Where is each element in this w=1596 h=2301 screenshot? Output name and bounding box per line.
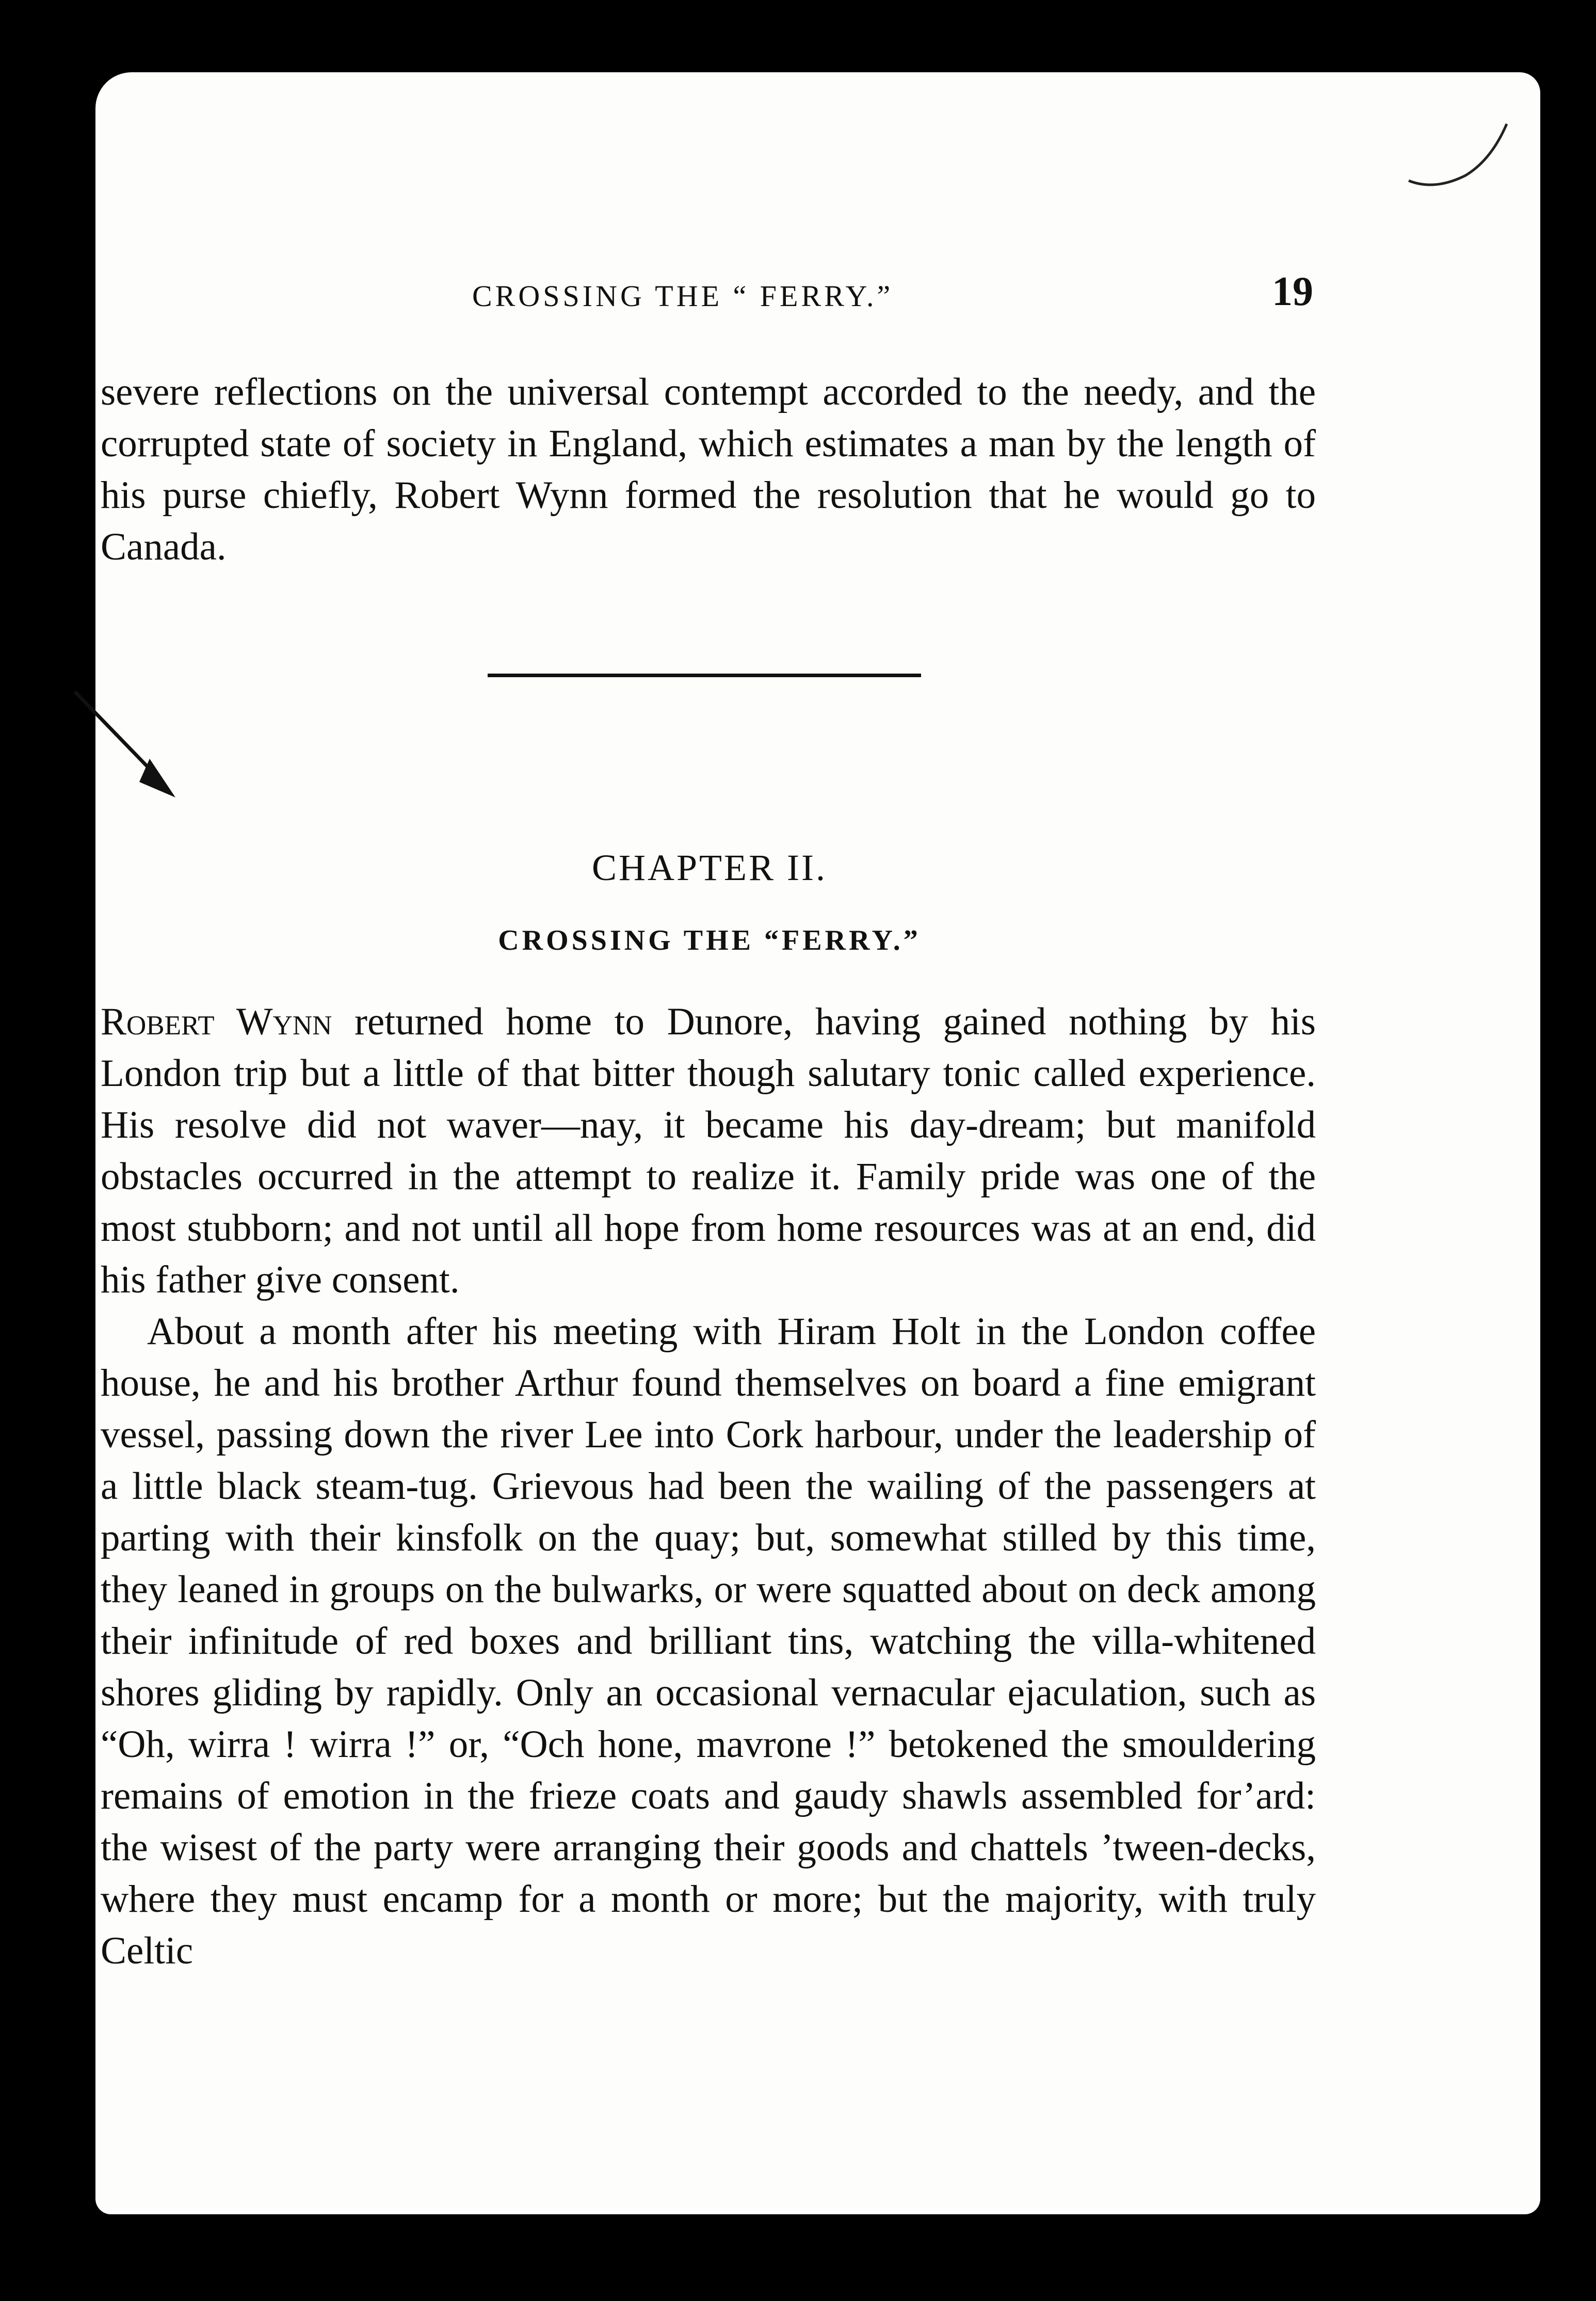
chapter-paragraph-1	[101, 996, 1316, 1306]
running-title: CROSSING THE “ FERRY.”	[472, 279, 894, 313]
continued-paragraph-text: severe reflections on the universal contempt accorded to the needy, and the corrupted state of society in England, which estimates a man by the length of his purse chiefly, Robert Wynn formed the resolution that he would go to Canada.	[101, 371, 1316, 568]
opening-words: Robert Wynn	[101, 1000, 332, 1043]
margin-arrow-mark	[72, 686, 186, 805]
margin-check-mark	[1404, 119, 1522, 212]
section-divider	[488, 674, 921, 677]
continued-paragraph	[101, 366, 1316, 573]
chapter-paragraph-1-text: returned home to Dunore, having gained nothing by his London trip but a little of that bitter though salutary tonic called experience. His resolve did not waver—nay, it became his day-dream; but manifold obstacles occurred in the attempt to realize it. Family pride was one of the most stubborn; and not until all hope from home resources was at an end, did his father give consent.	[101, 1000, 1316, 1301]
book-page	[95, 72, 1540, 2214]
chapter-body	[101, 996, 1316, 1977]
chapter-subtitle: CROSSING THE “FERRY.”	[498, 924, 921, 956]
chapter-title: CHAPTER II.	[592, 847, 827, 888]
running-head	[95, 268, 1360, 330]
page-number: 19	[1272, 269, 1313, 314]
chapter-paragraph-2: About a month after his meeting with Hiram Holt in the London coffee house, he and his brother Arthur found themselves on board a fine emigrant vessel, passing down the river Lee into Cork harbour, under the leadership of a little black steam-tug. Grievous had been the wailing of the passengers at parting with their kinsfolk on the quay; but, somewhat stilled by this time, they leaned in groups on the bulwarks, or were squatted about on deck among their infinitude of red boxes and brilliant tins, watching the villa-whitened shores gliding by rapidly. Only an occasional vernacular ejaculation, such as “Oh, wirra ! wirra !” or, “Och hone, mavrone !” betokened the smouldering remains of emotion in the frieze coats and gaudy shawls assembled for’ard: the wisest of the party were arranging their goods and chattels ’tween-decks, where they must encamp for a month or more; but the majority, with truly Celtic	[101, 1310, 1316, 1972]
